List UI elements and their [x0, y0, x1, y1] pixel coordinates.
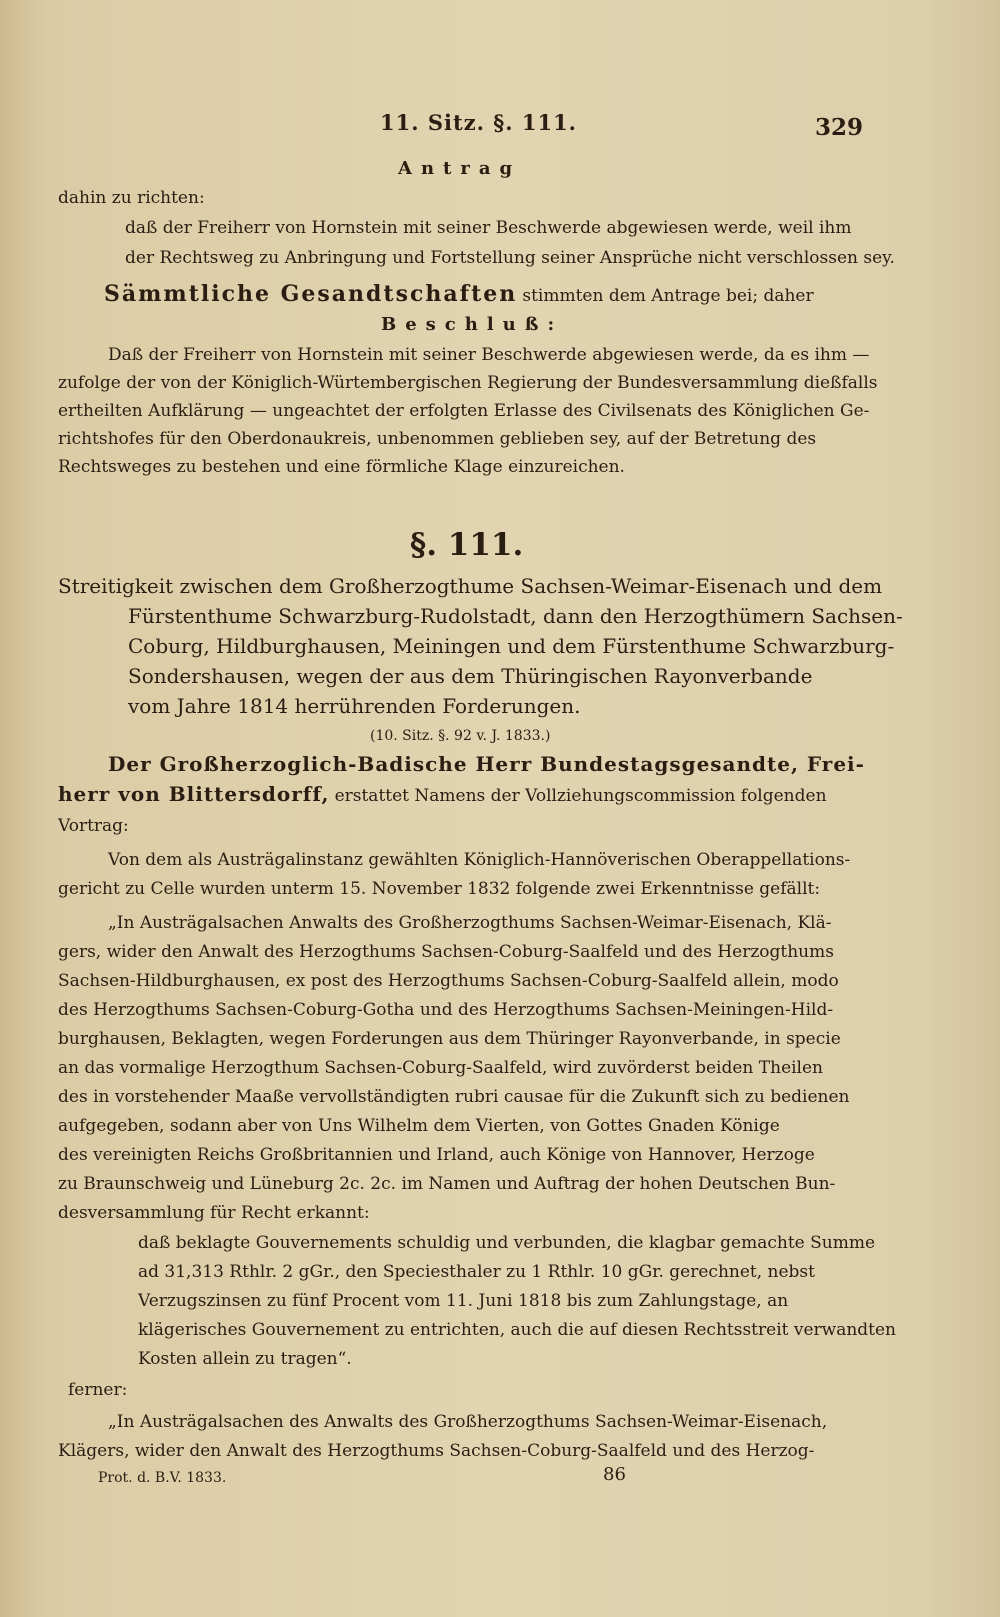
beschluss-heading: Beschluß: — [381, 314, 564, 335]
quote-line: „In Austrägalsachen Anwalts des Großherzogthums Sachsen-Weimar-Eisenach, Klä- — [108, 913, 832, 933]
quote-line: des in vorstehender Maaße vervollständigten rubri causae für die Zukunft sich zu bedienen — [58, 1087, 850, 1107]
running-header: 11. Sitz. §. 111. — [380, 110, 577, 135]
antrag-heading: Antrag — [398, 158, 522, 179]
verdict-line: Verzugszinsen zu fünf Procent vom 11. Juni 1818 bis zum Zahlungstage, an — [138, 1291, 789, 1311]
section-title-line: Streitigkeit zwischen dem Großherzogthume Sachsen-Weimar-Eisenach und dem — [58, 574, 883, 598]
section-title-line: Coburg, Hildburghausen, Meiningen und dem Fürstenthume Schwarzburg- — [128, 634, 895, 658]
saemmtliche-bold: Sämmtliche Gesandtschaften — [104, 281, 518, 307]
section-title-line: Fürstenthume Schwarzburg-Rudolstadt, dann den Herzogthümern Sachsen- — [128, 604, 903, 628]
speaker-name: herr von Blittersdorff, — [58, 782, 330, 806]
beschluss-line: Daß der Freiherr von Hornstein mit seiner Beschwerde abgewiesen werde, da es ihm — — [108, 345, 870, 365]
verdict-line: klägerisches Gouvernement zu entrichten, auch die auf diesen Rechtsstreit verwandten — [138, 1320, 897, 1340]
quote-line: Sachsen-Hildburghausen, ex post des Herzogthums Sachsen-Coburg-Saalfeld allein, modo — [58, 971, 839, 991]
quote-line: aufgegeben, sodann aber von Uns Wilhelm dem Vierten, von Gottes Gnaden Könige — [58, 1116, 780, 1136]
speaker-line-1: Der Großherzoglich-Badische Herr Bundestagsgesandte, Frei- — [108, 752, 865, 776]
saemmtliche-line — [104, 281, 814, 307]
quote-line: Klägers, wider den Anwalt des Herzogthums Sachsen-Coburg-Saalfeld und des Herzog- — [58, 1441, 815, 1461]
quote-line: des Herzogthums Sachsen-Coburg-Gotha und des Herzogthums Sachsen-Meiningen-Hild- — [58, 1000, 834, 1020]
verdict-line: ad 31,313 Rthlr. 2 gGr., den Speciesthaler zu 1 Rthlr. 10 gGr. gerechnet, nebst — [138, 1262, 815, 1282]
vortrag-label: Vortrag: — [58, 816, 129, 836]
page-number: 329 — [815, 114, 864, 141]
paragraph-line: gericht zu Celle wurden unterm 15. November 1832 folgende zwei Erkenntnisse gefällt: — [58, 879, 821, 899]
ferner-label: ferner: — [68, 1380, 128, 1400]
quote-line: „In Austrägalsachen des Anwalts des Großherzogthums Sachsen-Weimar-Eisenach, — [108, 1412, 828, 1432]
quote-line: burghausen, Beklagten, wegen Forderungen aus dem Thüringer Rayonverbande, in specie — [58, 1029, 841, 1049]
verdict-line: Kosten allein zu tragen“. — [138, 1349, 352, 1369]
quote-line: an das vormalige Herzogthum Sachsen-Coburg-Saalfeld, wird zuvörderst beiden Theilen — [58, 1058, 824, 1078]
section-reference: (10. Sitz. §. 92 v. J. 1833.) — [370, 728, 551, 744]
section-title-line: Sondershausen, wegen der aus dem Thüringischen Rayonverbande — [128, 664, 813, 688]
saemmtliche-rest: stimmten dem Antrage bei; daher — [522, 286, 814, 306]
antrag-line: daß der Freiherr von Hornstein mit seiner Beschwerde abgewiesen werde, weil ihm — [125, 218, 852, 238]
verdict-line: daß beklagte Gouvernements schuldig und verbunden, die klagbar gemachte Summe — [138, 1233, 876, 1253]
beschluss-line: zufolge der von der Königlich-Würtembergischen Regierung der Bundesversammlung dießfalls — [58, 373, 878, 393]
speaker-rest: erstattet Namens der Vollziehungscommission folgenden — [334, 786, 827, 806]
section-title-line: vom Jahre 1814 herrührenden Forderungen. — [128, 694, 581, 718]
beschluss-line: Rechtsweges zu bestehen und eine förmliche Klage einzureichen. — [58, 457, 625, 477]
section-number: §. 111. — [410, 527, 524, 563]
footer-protocol: Prot. d. B.V. 1833. — [98, 1470, 227, 1486]
dahin-line: dahin zu richten: — [58, 188, 205, 208]
speaker-line-2 — [58, 782, 827, 806]
beschluss-line: ertheilten Aufklärung — ungeachtet der erfolgten Erlasse des Civilsenats des Königlichen Ge- — [58, 401, 870, 421]
quote-line: zu Braunschweig und Lüneburg 2c. 2c. im Namen und Auftrag der hohen Deutschen Bun- — [58, 1174, 836, 1194]
quote-line: des vereinigten Reichs Großbritannien und Irland, auch Könige von Hannover, Herzoge — [58, 1145, 815, 1165]
beschluss-line: richtshofes für den Oberdonaukreis, unbenommen geblieben sey, auf der Betretung des — [58, 429, 817, 449]
quote-line: desversammlung für Recht erkannt: — [58, 1203, 370, 1223]
footer-signature: 86 — [603, 1464, 626, 1485]
antrag-line: der Rechtsweg zu Anbringung und Fortstellung seiner Ansprüche nicht verschlossen sey. — [125, 248, 895, 268]
quote-line: gers, wider den Anwalt des Herzogthums Sachsen-Coburg-Saalfeld und des Herzogthums — [58, 942, 834, 962]
paragraph-line: Von dem als Austrägalinstanz gewählten Königlich-Hannöverischen Oberappellations- — [108, 850, 851, 870]
